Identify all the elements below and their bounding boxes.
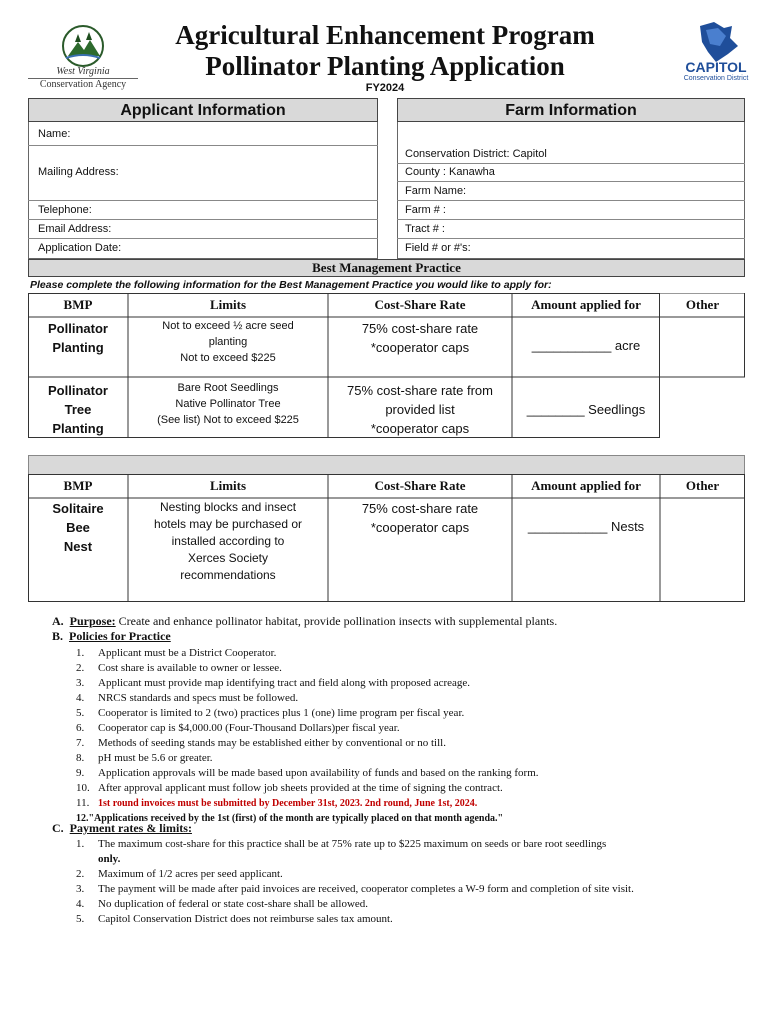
policy-item: 3. Applicant must provide map identifying tract and field along with proposed acreage. (76, 677, 471, 689)
application-date-label: Application Date: (38, 242, 122, 254)
payment-item: 2. Maximum of 1/2 acres per seed applicant. (76, 868, 283, 880)
col-rate: Cost-Share Rate (374, 297, 466, 312)
policy-item: 6. Cooperator cap is $4,000.00 (Four-Thousand Dollars)per fiscal year. (76, 722, 400, 734)
row2-limits: Bare Root Seedlings Native Pollinator Tree (See list) Not to exceed $225 (157, 382, 299, 426)
left-logo-line2: Conservation Agency (28, 78, 138, 90)
left-logo-line1: West Virginia (56, 66, 110, 77)
row1-rate: 75% cost-share rate *cooperator caps (361, 321, 479, 355)
row3-bmp-name: Solitaire Bee Nest (52, 501, 104, 554)
row2-bmp-name: Pollinator Tree Planting (48, 383, 108, 436)
row3-limits: Nesting blocks and insect hotels may be purchased or installed according to Xerces Society recommendations (153, 500, 303, 582)
county-label: County : Kanawha (405, 166, 495, 178)
payment-list (76, 837, 756, 927)
purpose-label: A. (52, 614, 64, 628)
policy-item: 2. Cost share is available to owner or lessee. (76, 662, 282, 674)
policy-item: 10. After approval applicant must follow job sheets provided at the time of signing the contract. (76, 782, 503, 794)
row1-amount-field[interactable]: ___________ acre (531, 338, 641, 353)
col-bmp: BMP (63, 297, 93, 312)
fiscal-year: FY2024 (365, 82, 405, 94)
col-limits: Limits (209, 297, 247, 312)
farm-heading: Farm Information (397, 98, 745, 122)
row3-amount-field[interactable]: ___________ Nests (527, 519, 645, 534)
row3-rate: 75% cost-share rate *cooperator caps (361, 501, 479, 535)
name-label: Name: (38, 128, 71, 140)
payment-heading: C. Payment rates & limits: (52, 821, 192, 835)
bmp-table-2 (28, 474, 745, 602)
mailing-label: Mailing Address: (38, 166, 119, 178)
row2-amount-field[interactable]: ________ Seedlings (526, 402, 646, 417)
col-amount-2: Amount applied for (531, 478, 641, 493)
table-separator-band (28, 455, 745, 475)
row1-bmp-name: Pollinator Planting (48, 321, 108, 355)
farm-name-label: Farm Name: (405, 185, 467, 197)
policy-item: 9. Application approvals will be made based upon availability of funds and based on the ranking form. (76, 767, 539, 779)
right-logo-line1: CAPITOL (685, 59, 747, 75)
col-limits-2: Limits (209, 478, 247, 493)
district-label: Conservation District: Capitol (405, 148, 547, 160)
policy-item: 5. Cooperator is limited to 2 (two) practices plus 1 (one) lime program per fiscal year. (76, 707, 465, 719)
bmp-instruction: Please complete the following information for the Best Management Practice you would like to apply for: (30, 279, 552, 291)
purpose-text: Create and enhance pollinator habitat, provide pollination insects with supplemental plants. (115, 614, 558, 628)
payment-item: 3. The payment will be made after paid invoices are received, cooperator completes a W-9 form and completion of site visit. (76, 883, 634, 895)
payment-item: 1. The maximum cost-share for this practice shall be at 75% rate up to $225 maximum on seeds or bare root seedlings (76, 838, 607, 850)
col-other-2: Other (685, 478, 720, 493)
page-title-line1: Agricultural Enhancement Program (175, 20, 595, 50)
email-label: Email Address: (38, 223, 112, 235)
policy-item-agenda: 12."Applications received by the 1st (first) of the month are typically placed on that month agenda." (76, 813, 504, 824)
payment-item-cont: only. (98, 853, 121, 865)
col-other: Other (685, 297, 720, 312)
applicant-heading: Applicant Information (28, 98, 378, 122)
col-amount: Amount applied for (531, 297, 641, 312)
row1-limits: Not to exceed ½ acre seed planting Not to exceed $225 (162, 320, 294, 364)
purpose-title: Purpose: (69, 614, 116, 628)
policy-item: 4. NRCS standards and specs must be followed. (76, 692, 299, 704)
page-title-line2: Pollinator Planting Application (205, 51, 565, 81)
payment-item: 5. Capitol Conservation District does not reimburse sales tax amount. (76, 913, 393, 925)
col-bmp-2: BMP (63, 478, 93, 493)
bmp-table-1 (28, 293, 745, 438)
farm-number-label: Farm # : (405, 204, 446, 216)
payment-item: 4. No duplication of federal or state cost-share shall be allowed. (76, 898, 369, 910)
tract-label: Tract # : (405, 223, 445, 235)
policies-heading: B. Policies for Practice (52, 629, 171, 643)
policy-item: 8. pH must be 5.6 or greater. (76, 752, 213, 764)
purpose-line (52, 614, 752, 629)
field-label: Field # or #'s: (405, 242, 471, 254)
policy-item-deadline: 11. 1st round invoices must be submitted by December 31st, 2023. 2nd round, June 1st, 2024. (76, 797, 478, 809)
bmp-heading: Best Management Practice (28, 259, 745, 277)
col-rate-2: Cost-Share Rate (374, 478, 466, 493)
telephone-label: Telephone: (38, 204, 92, 216)
row2-rate: 75% cost-share rate from provided list *cooperator caps (347, 383, 493, 436)
policy-item: 7. Methods of seeding stands may be established either by conventional or no till. (76, 737, 446, 749)
right-logo-line2: Conservation District (683, 75, 749, 82)
policies-list (76, 646, 756, 826)
policy-item: 1. Applicant must be a District Cooperator. (76, 647, 277, 659)
